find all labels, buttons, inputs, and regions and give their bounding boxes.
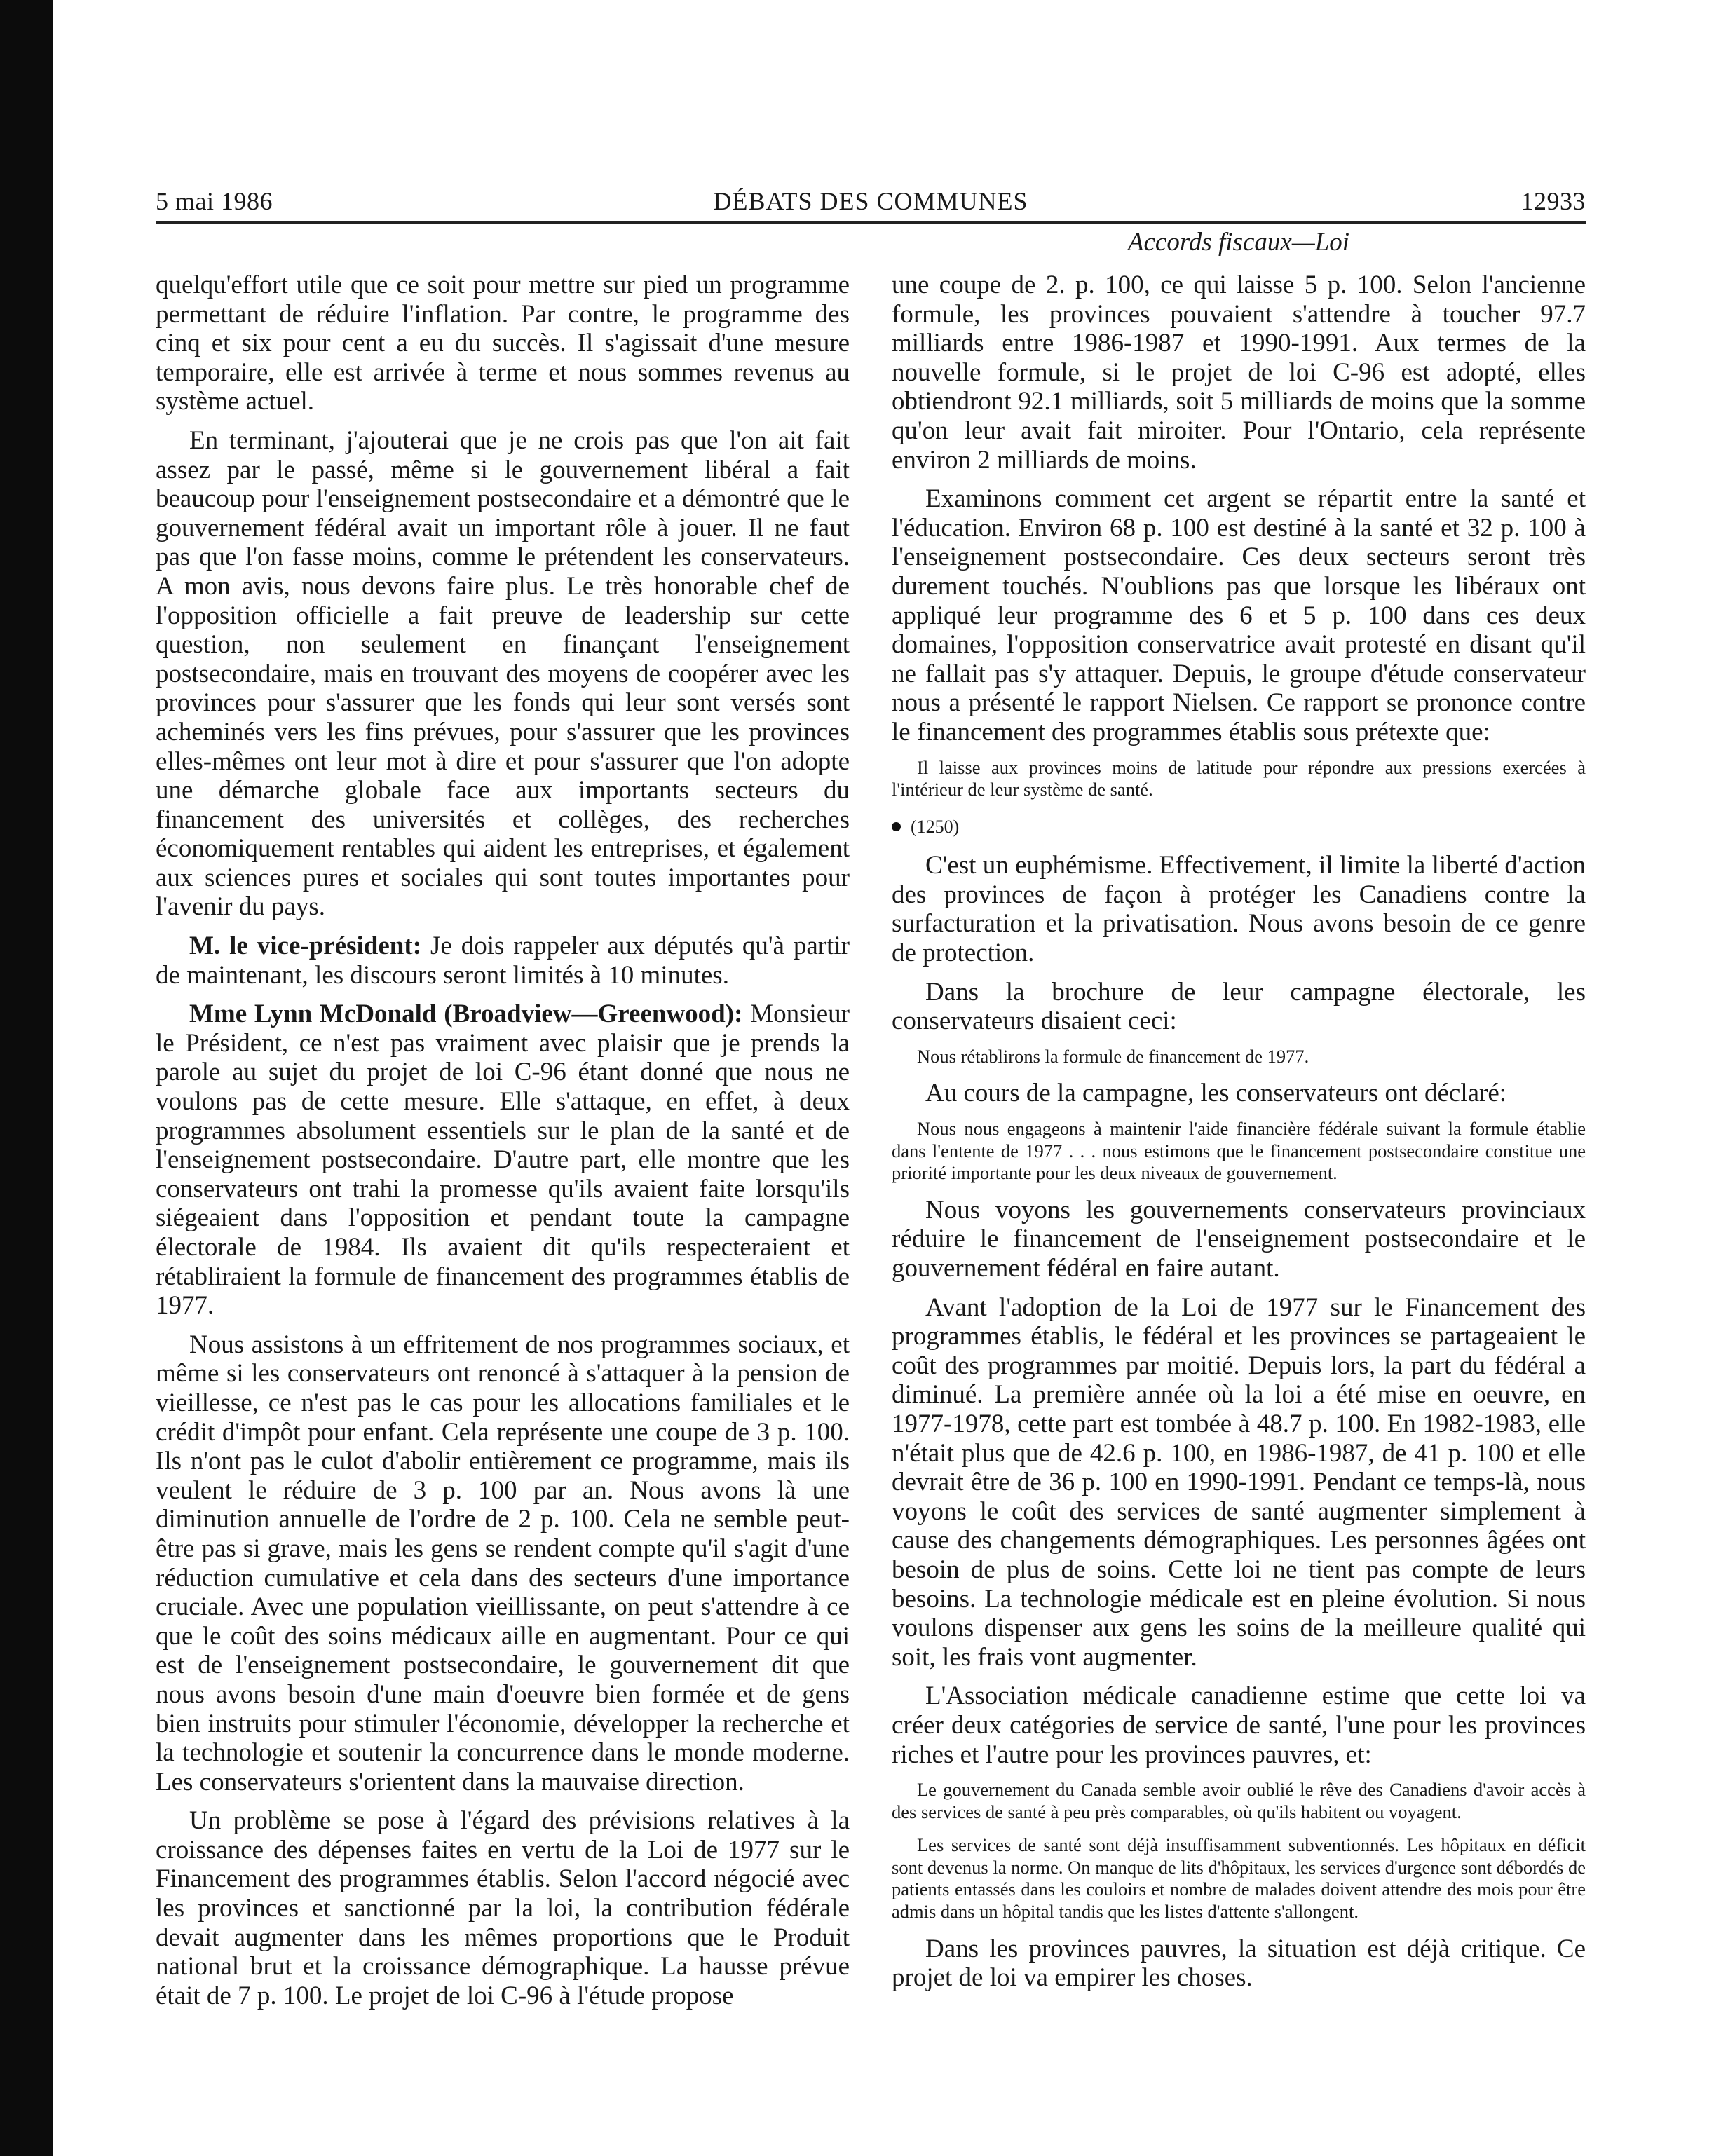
paragraph: Au cours de la campagne, les conservateurs ont déclaré: [925, 1079, 1507, 1108]
paragraph: quelqu'effort utile que ce soit pour mettre sur pied un programme permettant de réduire l'inflation. Par contre, le programme des cinq et six pour cent a eu du succès. Il s'agissait d'une mesure temporaire, elle est arrivée à terme et nous sommes revenus au système actuel. [156, 271, 850, 416]
paragraph [156, 999, 850, 1321]
speech-text: Monsieur le Président, ce n'est pas vraiment avec plaisir que je prends la parole au sujet du projet de loi C-96 étant donné que nous ne voulons pas de cette mesure. Elle s'attaque, en effet, à deux programmes absolument essentiels sur le plan de la santé et de l'enseignement postsecondaire. D'autre part, elle montre que les conservateurs ont trahi la promesse qu'ils avaient faite lorsqu'ils siégeaient dans l'opposition et pendant toute la campagne électorale de 1984. Ils avaient dit qu'ils respecteraient et rétabliraient la formule de financement des programmes établis de 1977. [156, 999, 850, 1321]
header-title: DÉBATS DES COMMUNES [713, 187, 1028, 215]
paragraph: Nous assistons à un effritement de nos programmes sociaux, et même si les conservateurs ont renoncé à s'attaquer à la pension de vieillesse, ce n'est pas le cas pour les allocations familiales et le crédit d'impôt pour enfant. Cela représente une coupe de 3 p. 100. Ils n'ont pas le culot d'abolir entièrement ce programme, mais ils veulent le réduire de 3 p. 100 par an. Nous avons là une diminution annuelle de l'ordre de 2 p. 100. Cela ne semble peut-être pas si grave, mais les gens se rendent compte qu'il s'agit d'une réduction cumulative et cela dans des secteurs d'une importance cruciale. Avec une population vieillissante, on peut s'attendre à ce que le coût des soins médicaux aille en augmentant. Pour ce qui est de l'enseignement postsecondaire, le gouvernement dit que nous avons besoin d'une main d'oeuvre bien formée et de gens bien instruits pour stimuler l'économie, développer la recherche et la technologie et soutenir la concurrence dans le monde moderne. Les conservateurs s'orientent dans la mauvaise direction. [156, 1330, 850, 1796]
timestamp [892, 812, 1586, 842]
document-page [156, 168, 1586, 2089]
speech-text: Je dois rappeler aux députés qu'à partir de maintenant, les discours seront limités à 10 minutes. [156, 932, 850, 990]
bullet-icon [892, 822, 901, 831]
block-quote: Il laisse aux provinces moins de latitude pour répondre aux pressions exercées à l'intérieur de leur système de santé. [892, 756, 1586, 800]
block-quote: Nous nous engageons à maintenir l'aide financière fédérale suivant la formule établie dans l'entente de 1977 . . . nous estimons que le financement postsecondaire constitue une priorité importante pour les deux niveaux de gouvernement. [892, 1118, 1586, 1184]
paragraph: Un problème se pose à l'égard des prévisions relatives à la croissance des dépenses faites en vertu de la Loi de 1977 sur le Financement des programmes établis. Selon l'accord négocié avec les provinces et sanctionné par la loi, la contribution fédérale devait augmenter dans les mêmes proportions que le Produit national brut et la croissance démographique. La hausse prévue était de 7 p. 100. Le projet de loi C-96 à l'étude propose [156, 1806, 850, 2010]
speaker-name: Mme Lynn McDonald (Broadview—Greenwood): [189, 999, 743, 1029]
paragraph: Dans les provinces pauvres, la situation est déjà critique. Ce projet de loi va empirer les choses. [892, 1934, 1586, 1993]
paragraph: Examinons comment cet argent se répartit entre la santé et l'éducation. Environ 68 p. 100 est destiné à la santé et 32 p. 100 à l'enseignement postsecondaire. Ces deux secteurs seront très durement touchés. N'oublions pas que lorsque les libéraux ont appliqué leur programme des 6 et 5 p. 100 dans ces deux domaines, l'opposition conservatrice avait protesté en disant qu'il ne fallait pas s'y attaquer. Depuis, le groupe d'étude conservateur nous a présenté le rapport Nielsen. Ce rapport se prononce contre le financement des programmes établis sous prétexte que: [892, 484, 1586, 746]
block-quote: Nous rétablirons la formule de financement de 1977. [917, 1045, 1309, 1067]
timestamp-text: (1250) [911, 816, 960, 837]
paragraph: C'est un euphémisme. Effectivement, il limite la liberté d'action des provinces de façon à protéger les Canadiens contre la surfacturation et la privatisation. Nous avons besoin de ce genre de protection. [892, 851, 1586, 968]
left-column [156, 271, 850, 2020]
paragraph: Nous voyons les gouvernements conservateurs provinciaux réduire le financement de l'enseignement postsecondaire et le gouvernement fédéral en faire autant. [892, 1195, 1586, 1283]
paragraph: une coupe de 2. p. 100, ce qui laisse 5 p. 100. Selon l'ancienne formule, les provinces pouvaient s'attendre à toucher 97.7 milliards entre 1986-1987 et 1990-1991. Aux termes de la nouvelle formule, si le projet de loi C-96 est adopté, elles obtiendront 92.1 milliards, soit 5 milliards de moins que la somme qu'on leur avait fait miroiter. Pour l'Ontario, cela représente environ 2 milliards de moins. [892, 271, 1586, 475]
paragraph: En terminant, j'ajouterai que je ne crois pas que l'on ait fait assez par le passé, même si le gouvernement libéral a fait beaucoup pour l'enseignement postsecondaire et a démontré que le gouvernement fédéral avait un important rôle à jouer. Il ne faut pas que l'on fasse moins, comme le prétendent les conservateurs. A mon avis, nous devons faire plus. Le très honorable chef de l'opposition officielle a fait preuve de leadership sur cette question, non seulement en finançant l'enseignement postsecondaire, mais en trouvant des moyens de coopérer avec les provinces pour s'assurer que les fonds qui leur sont versés sont acheminés vers les fins prévues, pour s'assurer que les provinces elles-mêmes ont leur mot à dire et pour s'assurer que l'on adopte une démarche globale face aux importants secteurs du financement des universités et collèges, des recherches économiquement rentables qui aident les entreprises, et également aux sciences pures et sociales qui sont toutes importantes pour l'avenir du pays. [156, 425, 850, 922]
section-title: Accords fiscaux—Loi [1127, 228, 1350, 257]
paragraph: Dans la brochure de leur campagne électorale, les conservateurs disaient ceci: [892, 977, 1586, 1036]
right-column [892, 271, 1586, 2003]
header-page-number: 12933 [1520, 187, 1586, 215]
speaker-name: M. le vice-président: [189, 932, 422, 961]
paragraph: L'Association médicale canadienne estime que cette loi va créer deux catégories de service de santé, l'une pour les provinces riches et l'autre pour les provinces pauvres, et: [892, 1681, 1586, 1769]
block-quote: Le gouvernement du Canada semble avoir oublié le rêve des Canadiens d'avoir accès à des services de santé à peu près comparables, où qu'ils habitent ou voyagent. [892, 1779, 1586, 1822]
header-date: 5 mai 1986 [156, 187, 273, 215]
page-header [156, 181, 1586, 216]
paragraph: Avant l'adoption de la Loi de 1977 sur le Financement des programmes établis, le fédéral et les provinces se partageaient le coût des programmes par moitié. Depuis lors, la part du fédéral a diminué. La première année où la loi a été mise en oeuvre, en 1977-1978, cette part est tombée à 48.7 p. 100. En 1982-1983, elle n'était plus que de 42.6 p. 100, en 1986-1987, de 41 p. 100 et elle devrait être de 36 p. 100 en 1990-1991. Pendant ce temps-là, nous voyons le coût des services de santé augmenter simplement à cause des changements démographiques. Les personnes âgées ont besoin de plus de soins. Cette loi ne tient pas compte de leurs besoins. La technologie médicale est en pleine évolution. Si nous voulons dispenser aux gens les soins de la meilleure qualité qui soit, les frais vont augmenter. [892, 1292, 1586, 1672]
scan-border [0, 0, 53, 2156]
paragraph [156, 932, 850, 990]
header-rule [156, 221, 1586, 224]
block-quote: Les services de santé sont déjà insuffisamment subventionnés. Les hôpitaux en déficit sont devenus la norme. On manque de lits d'hôpitaux, les services d'urgence sont débordés de patients entassés dans les couloirs et nombre de malades doivent attendre des mois pour être admis dans un hôpital tandis que les listes d'attente s'allongent. [892, 1834, 1586, 1923]
